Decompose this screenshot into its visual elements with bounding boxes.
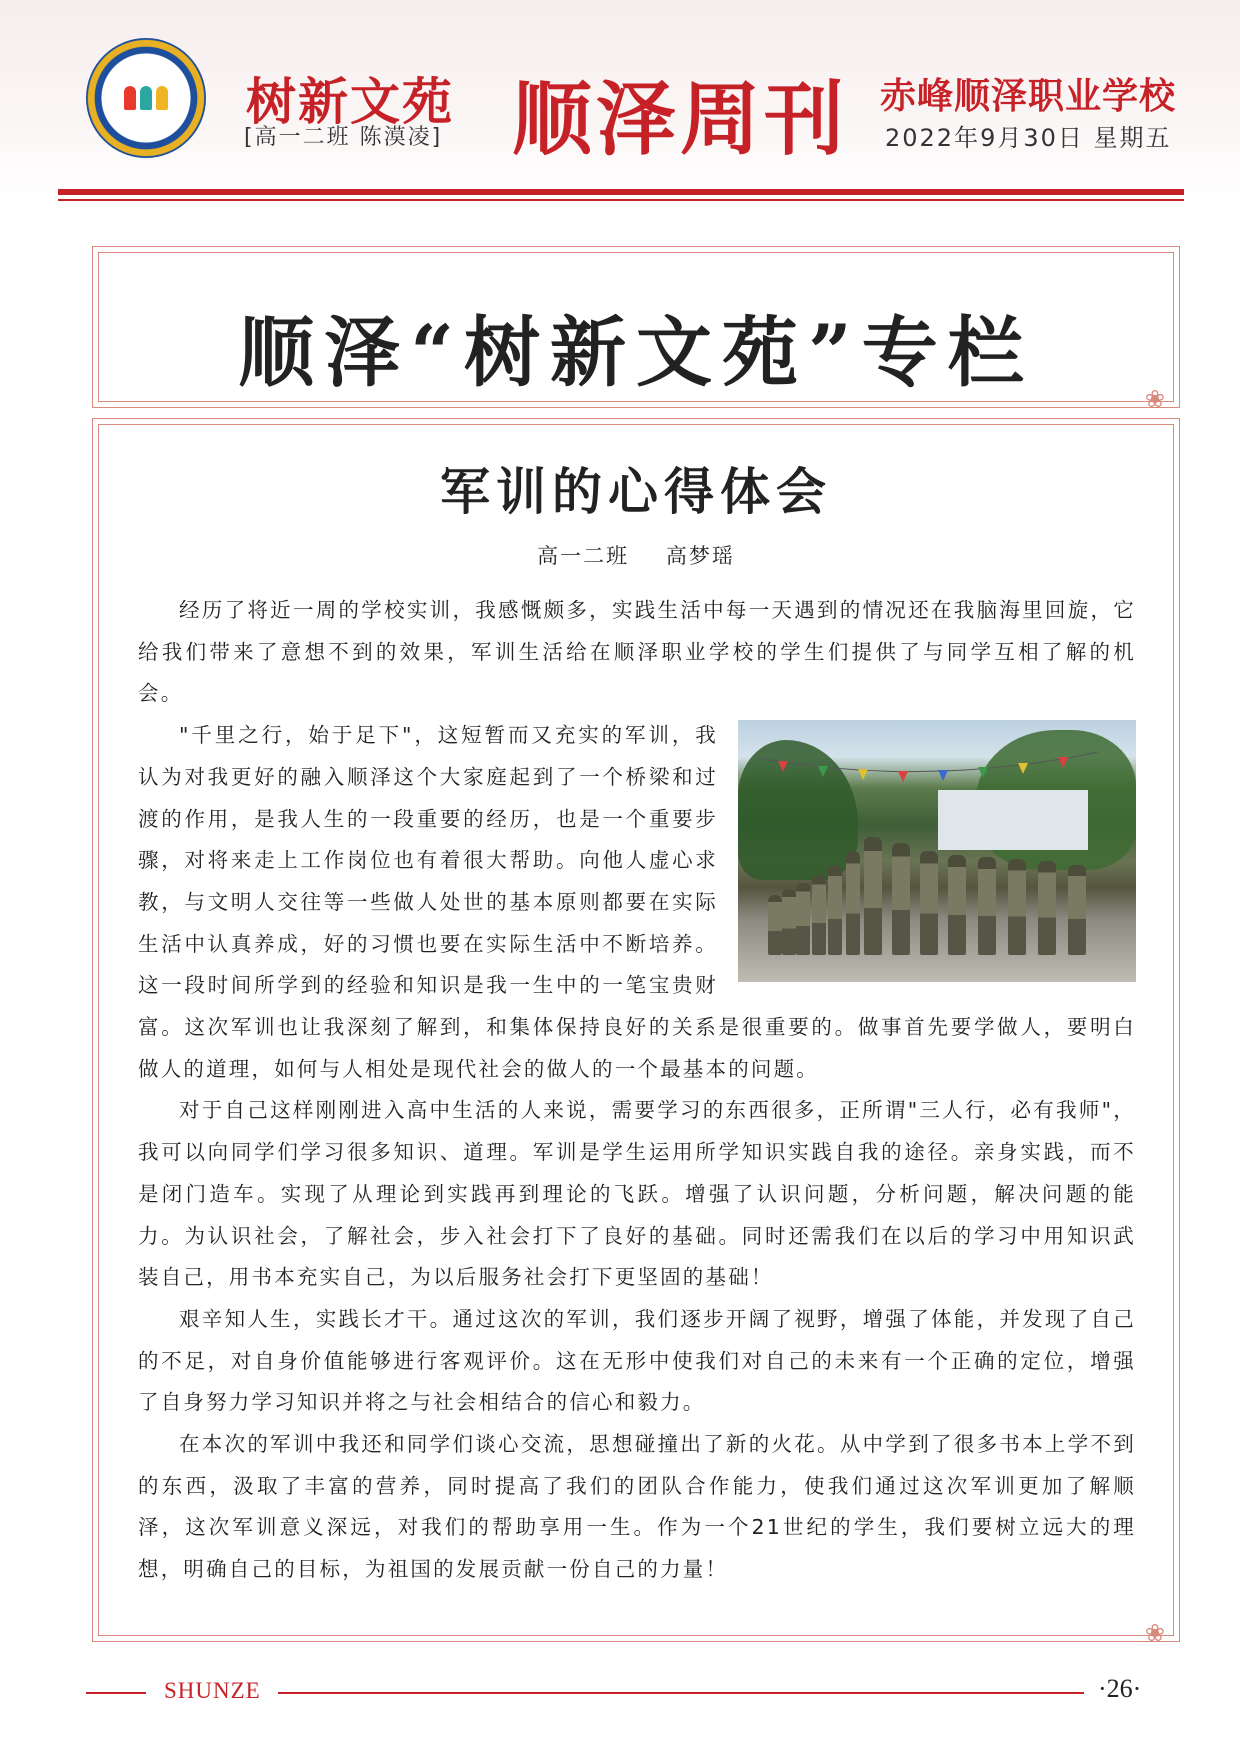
column-brand-title: 树新文苑 xyxy=(246,73,454,131)
photo-soldier xyxy=(1038,861,1056,955)
article-body xyxy=(138,590,1136,1591)
masthead-rule-thick xyxy=(58,189,1184,195)
footer-brand: SHUNZE xyxy=(164,1678,261,1703)
photo-soldier xyxy=(846,851,860,955)
byline-author: 高梦瑶 xyxy=(665,544,735,568)
logo-figure-red xyxy=(124,86,136,110)
photo-soldier xyxy=(978,857,996,955)
corner-ornament-icon: ❀ xyxy=(1144,1619,1165,1647)
article-byline xyxy=(100,540,1172,570)
byline-class: 高一二班 xyxy=(537,544,630,568)
military-training-photo xyxy=(738,720,1136,982)
article-paragraph: 艰辛知人生，实践长才干。通过这次的军训，我们逐步开阔了视野，增强了体能，并发现了自己的不足，对自身价值能够进行客观评价。这在无形中使我们对自己的未来有一个正确的定位，增强了自身努力学习知识并将之与社会相结合的信心和毅力。 xyxy=(138,1306,1136,1415)
footer-rule-right xyxy=(278,1692,1084,1694)
school-name: 赤峰顺泽职业学校 xyxy=(880,76,1177,117)
photo-soldier xyxy=(920,851,938,955)
photo-bunting xyxy=(758,748,1098,784)
photo-soldier xyxy=(1008,859,1026,955)
masthead-rule-thin xyxy=(58,199,1184,201)
column-brand-author: [高一二班 陈漠凌] xyxy=(244,125,443,150)
footer-rule-left xyxy=(86,1692,146,1694)
corner-ornament-icon: ❀ xyxy=(1144,385,1165,413)
article-paragraph: "千里之行，始于足下"，这短暂而又充实的军训，我认为对我更好的融入顺泽这个大家庭起到了一个桥梁和过渡的作用，是我人生的一段重要的经历，也是一个重要步骤，对将来走上工作岗位也有着很大帮助。向他人虚心求教，与文明人交往等一些做人处世的基本原则都要在实际生活中认真养成，好的习惯也要在实际生活中不断培养。这一段时间所学到的经验和知识是我一生中的一笔宝贵财富。这次军训也让我深刻了解到，和集体保持良好的关系是很重要的。做事首先要学做人，要明白做人的道理，如何与人相处是现代社会的做人的一个最基本的问题。 xyxy=(138,723,1136,1081)
photo-soldier xyxy=(796,883,810,955)
newspaper-name: 顺泽周刊 xyxy=(512,72,848,166)
column-title: 顺泽“树新文苑”专栏 xyxy=(238,308,1034,397)
page-number: ·26· xyxy=(1098,1674,1142,1703)
photo-soldier xyxy=(828,865,842,955)
photo-soldier xyxy=(864,837,882,955)
issue-date: 2022年9月30日 星期五 xyxy=(885,124,1172,152)
photo-soldier xyxy=(1068,865,1086,955)
article-paragraph: 在本次的军训中我还和同学们谈心交流，思想碰撞出了新的火花。从中学到了很多书本上学不到的东西，汲取了丰富的营养，同时提高了我们的团队合作能力，使我们通过这次军训更加了解顺泽，这次军训意义深远，对我们的帮助享用一生。作为一个21世纪的学生，我们要树立远大的理想，明确自己的目标，为祖国的发展贡献一份自己的力量！ xyxy=(138,1432,1136,1582)
photo-soldier xyxy=(782,889,796,955)
photo-soldier xyxy=(948,855,966,955)
article-title: 军训的心得体会 xyxy=(440,462,832,521)
article-paragraph: 对于自己这样刚刚进入高中生活的人来说，需要学习的东西很多，正所谓"三人行，必有我师"，我可以向同学们学习很多知识、道理。军训是学生运用所学知识实践自我的途径。亲身实践，而不是闭门造车。实现了从理论到实践再到理论的飞跃。增强了认识问题，分析问题，解决问题的能力。为认识社会，了解社会，步入社会打下了良好的基础。同时还需我们在以后的学习中用知识武装自己，用书本充实自己，为以后服务社会打下更坚固的基础！ xyxy=(138,1098,1136,1290)
photo-soldier xyxy=(812,875,826,955)
photo-soldier xyxy=(892,843,910,955)
photo-troops xyxy=(768,815,1088,955)
logo-figure-teal xyxy=(140,86,152,110)
school-logo xyxy=(86,38,206,158)
logo-figure-yellow xyxy=(156,86,168,110)
photo-soldier xyxy=(768,895,782,955)
article-paragraph: 经历了将近一周的学校实训，我感慨颇多，实践生活中每一天遇到的情况还在我脑海里回旋，它给我们带来了意想不到的效果，军训生活给在顺泽职业学校的学生们提供了与同学互相了解的机会。 xyxy=(138,598,1136,706)
